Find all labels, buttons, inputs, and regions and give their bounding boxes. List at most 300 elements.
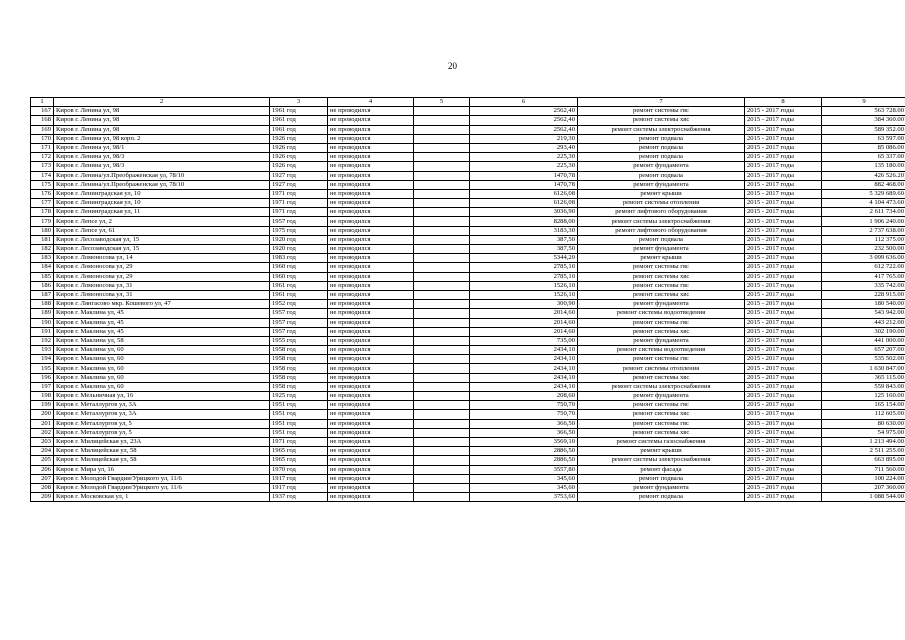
empty-cell: [414, 373, 470, 382]
empty-cell: [414, 346, 470, 355]
row-number: 200: [31, 410, 54, 419]
column-number-9: 9: [822, 98, 905, 107]
address: Киров г. Маклина ул, 45: [54, 318, 270, 327]
year-built: 1971 год: [270, 199, 328, 208]
page-number: 20: [448, 61, 457, 71]
table-row: [31, 143, 905, 152]
year-built: 1971 год: [270, 189, 328, 198]
work-type: ремонт подвала: [578, 474, 745, 483]
address: Киров г. Ленина ул, 98/3: [54, 153, 270, 162]
cost: 612 722.00: [822, 263, 905, 272]
row-number: 172: [31, 153, 54, 162]
row-number: 197: [31, 382, 54, 391]
year-built: 1957 год: [270, 309, 328, 318]
address: Киров г. Маклина ул, 45: [54, 327, 270, 336]
row-number: 181: [31, 235, 54, 244]
work-type: ремонт системы газоснабжения: [578, 437, 745, 446]
period: 2015 - 2017 годы: [745, 327, 822, 336]
table-body: [31, 107, 905, 502]
table-row: [31, 162, 905, 171]
row-number: 190: [31, 318, 54, 327]
table-row: [31, 125, 905, 134]
period: 2015 - 2017 годы: [745, 107, 822, 116]
area: 6126,08: [470, 199, 578, 208]
work-type: ремонт системы хвс: [578, 327, 745, 336]
empty-cell: [414, 226, 470, 235]
empty-cell: [414, 134, 470, 143]
row-number: 196: [31, 373, 54, 382]
column-number-2: 2: [54, 98, 270, 107]
last-repair-status: не проводился: [328, 327, 414, 336]
last-repair-status: не проводился: [328, 235, 414, 244]
year-built: 1951 год: [270, 419, 328, 428]
last-repair-status: не проводился: [328, 309, 414, 318]
area: 2434,10: [470, 346, 578, 355]
row-number: 207: [31, 474, 54, 483]
work-type: ремонт подвала: [578, 153, 745, 162]
area: 6126,08: [470, 189, 578, 198]
work-type: ремонт крыши: [578, 254, 745, 263]
area: 3183,30: [470, 226, 578, 235]
cost: 3 099 636.00: [822, 254, 905, 263]
address: Киров г. Лепсе ул, 2: [54, 217, 270, 226]
empty-cell: [414, 355, 470, 364]
empty-cell: [414, 254, 470, 263]
row-number: 194: [31, 355, 54, 364]
cost: 65 337.00: [822, 153, 905, 162]
cost: 5 329 689.60: [822, 189, 905, 198]
work-type: ремонт системы гвс: [578, 318, 745, 327]
empty-cell: [414, 180, 470, 189]
period: 2015 - 2017 годы: [745, 346, 822, 355]
year-built: 1970 год: [270, 465, 328, 474]
work-type: ремонт системы гвс: [578, 401, 745, 410]
cost: 2 737 638.00: [822, 226, 905, 235]
address: Киров г. Маклина ул, 60: [54, 346, 270, 355]
column-number-5: 5: [414, 98, 470, 107]
area: 300,90: [470, 300, 578, 309]
last-repair-status: не проводился: [328, 318, 414, 327]
table-row: [31, 493, 905, 502]
period: 2015 - 2017 годы: [745, 437, 822, 446]
address: Киров г. Молодой Гвардии/Урицкого ул, 11/6: [54, 483, 270, 492]
period: 2015 - 2017 годы: [745, 456, 822, 465]
period: 2015 - 2017 годы: [745, 410, 822, 419]
area: 2434,10: [470, 364, 578, 373]
empty-cell: [414, 327, 470, 336]
table-row: [31, 447, 905, 456]
work-type: ремонт системы хвс: [578, 410, 745, 419]
period: 2015 - 2017 годы: [745, 419, 822, 428]
work-type: ремонт фундамента: [578, 245, 745, 254]
row-number: 201: [31, 419, 54, 428]
empty-cell: [414, 245, 470, 254]
table-row: [31, 300, 905, 309]
table-row: [31, 134, 905, 143]
address: Киров г. Маклина ул, 60: [54, 355, 270, 364]
work-type: ремонт подвала: [578, 171, 745, 180]
period: 2015 - 2017 годы: [745, 300, 822, 309]
table-row: [31, 355, 905, 364]
period: 2015 - 2017 годы: [745, 373, 822, 382]
row-number: 185: [31, 272, 54, 281]
year-built: 1920 год: [270, 235, 328, 244]
table-row: [31, 456, 905, 465]
work-type: ремонт фундамента: [578, 180, 745, 189]
table-row: [31, 290, 905, 299]
row-number: 183: [31, 254, 54, 263]
period: 2015 - 2017 годы: [745, 465, 822, 474]
empty-cell: [414, 474, 470, 483]
period: 2015 - 2017 годы: [745, 281, 822, 290]
row-number: 189: [31, 309, 54, 318]
row-number: 175: [31, 180, 54, 189]
empty-cell: [414, 392, 470, 401]
year-built: 1960 год: [270, 263, 328, 272]
empty-cell: [414, 162, 470, 171]
area: 293,40: [470, 143, 578, 152]
row-number: 180: [31, 226, 54, 235]
cost: 63 597.00: [822, 134, 905, 143]
table-row: [31, 254, 905, 263]
row-number: 187: [31, 290, 54, 299]
area: 750,70: [470, 410, 578, 419]
work-type: ремонт лифтового оборудования: [578, 226, 745, 235]
period: 2015 - 2017 годы: [745, 401, 822, 410]
work-type: ремонт системы водоотведения: [578, 346, 745, 355]
row-number: 192: [31, 336, 54, 345]
area: 345,60: [470, 483, 578, 492]
address: Киров г. Металлургов ул, 3А: [54, 410, 270, 419]
work-type: ремонт системы гвс: [578, 281, 745, 290]
last-repair-status: не проводился: [328, 382, 414, 391]
area: 735,00: [470, 336, 578, 345]
period: 2015 - 2017 годы: [745, 364, 822, 373]
year-built: 1958 год: [270, 373, 328, 382]
row-number: 204: [31, 447, 54, 456]
area: 5344,20: [470, 254, 578, 263]
empty-cell: [414, 483, 470, 492]
table-row: [31, 336, 905, 345]
address: Киров г. Маклина ул, 58: [54, 336, 270, 345]
table-row: [31, 428, 905, 437]
address: Киров г. Лесозаводская ул, 15: [54, 235, 270, 244]
empty-cell: [414, 143, 470, 152]
last-repair-status: не проводился: [328, 125, 414, 134]
work-type: ремонт системы электроснабжения: [578, 217, 745, 226]
table-row: [31, 180, 905, 189]
year-built: 1965 год: [270, 447, 328, 456]
work-type: ремонт системы хвс: [578, 373, 745, 382]
address: Киров г. Ленина ул, 98: [54, 107, 270, 116]
work-type: ремонт фасада: [578, 465, 745, 474]
empty-cell: [414, 290, 470, 299]
work-type: ремонт системы отопления: [578, 199, 745, 208]
work-type: ремонт системы электроснабжения: [578, 456, 745, 465]
cost: 417 765.00: [822, 272, 905, 281]
address: Киров г. Ленина ул, 98/3: [54, 162, 270, 171]
year-built: 1926 год: [270, 153, 328, 162]
area: 208,60: [470, 392, 578, 401]
work-type: ремонт системы хвс: [578, 116, 745, 125]
area: 2562,40: [470, 116, 578, 125]
period: 2015 - 2017 годы: [745, 382, 822, 391]
last-repair-status: не проводился: [328, 474, 414, 483]
empty-cell: [414, 456, 470, 465]
empty-cell: [414, 217, 470, 226]
row-number: 188: [31, 300, 54, 309]
column-number-8: 8: [745, 98, 822, 107]
area: 387,50: [470, 245, 578, 254]
empty-cell: [414, 318, 470, 327]
work-type: ремонт подвала: [578, 493, 745, 502]
row-number: 169: [31, 125, 54, 134]
column-number-3: 3: [270, 98, 328, 107]
row-number: 202: [31, 428, 54, 437]
column-number-1: 1: [31, 98, 54, 107]
address: Киров г. Ленинградская ул, 10: [54, 189, 270, 198]
cost: 365 115.00: [822, 373, 905, 382]
area: 345,60: [470, 474, 578, 483]
area: 2014,60: [470, 318, 578, 327]
last-repair-status: не проводился: [328, 171, 414, 180]
work-type: ремонт системы хвс: [578, 272, 745, 281]
row-number: 177: [31, 199, 54, 208]
address: Киров г. Мира ул, 16: [54, 465, 270, 474]
year-built: 1927 год: [270, 171, 328, 180]
area: 366,50: [470, 428, 578, 437]
row-number: 184: [31, 263, 54, 272]
area: 1526,10: [470, 281, 578, 290]
address: Киров г. Ленина/ул.Преображенская ул, 78/10: [54, 180, 270, 189]
area: 3036,90: [470, 208, 578, 217]
year-built: 1960 год: [270, 272, 328, 281]
cost: 711 560.00: [822, 465, 905, 474]
row-number: 171: [31, 143, 54, 152]
cost: 112 375.00: [822, 235, 905, 244]
address: Киров г. Металлургов ул, 5: [54, 428, 270, 437]
area: 225,30: [470, 162, 578, 171]
column-number-4: 4: [328, 98, 414, 107]
area: 3569,10: [470, 437, 578, 446]
empty-cell: [414, 116, 470, 125]
last-repair-status: не проводился: [328, 281, 414, 290]
period: 2015 - 2017 годы: [745, 116, 822, 125]
year-built: 1961 год: [270, 281, 328, 290]
address: Киров г. Маклина ул, 45: [54, 309, 270, 318]
cost: 1 088 544.00: [822, 493, 905, 502]
table-row: [31, 226, 905, 235]
period: 2015 - 2017 годы: [745, 153, 822, 162]
work-type: ремонт системы электроснабжения: [578, 382, 745, 391]
period: 2015 - 2017 годы: [745, 483, 822, 492]
last-repair-status: не проводился: [328, 226, 414, 235]
address: Киров г. Милицейская ул, 58: [54, 456, 270, 465]
address: Киров г. Ломоносова ул, 29: [54, 263, 270, 272]
table-row: [31, 401, 905, 410]
year-built: 1952 год: [270, 300, 328, 309]
cost: 302 190.00: [822, 327, 905, 336]
year-built: 1957 год: [270, 318, 328, 327]
year-built: 1926 год: [270, 143, 328, 152]
year-built: 1920 год: [270, 245, 328, 254]
last-repair-status: не проводился: [328, 217, 414, 226]
period: 2015 - 2017 годы: [745, 290, 822, 299]
year-built: 1957 год: [270, 327, 328, 336]
empty-cell: [414, 447, 470, 456]
row-number: 167: [31, 107, 54, 116]
cost: 100 224.00: [822, 474, 905, 483]
area: 2785,10: [470, 263, 578, 272]
work-type: ремонт крыши: [578, 189, 745, 198]
cost: 54 975.00: [822, 428, 905, 437]
last-repair-status: не проводился: [328, 134, 414, 143]
last-repair-status: не проводился: [328, 208, 414, 217]
row-number: 178: [31, 208, 54, 217]
address: Киров г. Ломоносова ул, 31: [54, 290, 270, 299]
last-repair-status: не проводился: [328, 401, 414, 410]
row-number: 205: [31, 456, 54, 465]
column-number-7: 7: [578, 98, 745, 107]
last-repair-status: не проводился: [328, 346, 414, 355]
empty-cell: [414, 171, 470, 180]
work-type: ремонт подвала: [578, 134, 745, 143]
address: Киров г. Ломоносова ул, 14: [54, 254, 270, 263]
cost: 112 605.00: [822, 410, 905, 419]
year-built: 1961 год: [270, 125, 328, 134]
row-number: 203: [31, 437, 54, 446]
last-repair-status: не проводился: [328, 483, 414, 492]
period: 2015 - 2017 годы: [745, 318, 822, 327]
empty-cell: [414, 263, 470, 272]
address: Киров г. Лесозаводская ул, 15: [54, 245, 270, 254]
row-number: 174: [31, 171, 54, 180]
address: Киров г. Молодой Гвардии/Урицкого ул, 11/6: [54, 474, 270, 483]
table-row: [31, 281, 905, 290]
row-number: 193: [31, 346, 54, 355]
last-repair-status: не проводился: [328, 162, 414, 171]
address: Киров г. Милицейская ул, 23А: [54, 437, 270, 446]
last-repair-status: не проводился: [328, 428, 414, 437]
last-repair-status: не проводился: [328, 336, 414, 345]
cost: 1 906 240.00: [822, 217, 905, 226]
area: 2562,40: [470, 107, 578, 116]
work-type: ремонт фундамента: [578, 483, 745, 492]
cost: 1 630 847.00: [822, 364, 905, 373]
cost: 1 213 494.00: [822, 437, 905, 446]
cost: 228 915.00: [822, 290, 905, 299]
cost: 663 895.00: [822, 456, 905, 465]
cost: 426 526.20: [822, 171, 905, 180]
area: 2014,60: [470, 309, 578, 318]
year-built: 1927 год: [270, 180, 328, 189]
year-built: 1951 год: [270, 401, 328, 410]
area: 1470,78: [470, 180, 578, 189]
work-type: ремонт подвала: [578, 235, 745, 244]
last-repair-status: не проводился: [328, 392, 414, 401]
row-number: 198: [31, 392, 54, 401]
period: 2015 - 2017 годы: [745, 254, 822, 263]
year-built: 1925 год: [270, 392, 328, 401]
row-number: 179: [31, 217, 54, 226]
area: 225,30: [470, 153, 578, 162]
address: Киров г. Милицейская ул, 58: [54, 447, 270, 456]
empty-cell: [414, 428, 470, 437]
last-repair-status: не проводился: [328, 107, 414, 116]
cost: 180 540.00: [822, 300, 905, 309]
year-built: 1958 год: [270, 382, 328, 391]
address: Киров г. Лянгасово мкр. Кошевого ул, 47: [54, 300, 270, 309]
table-row: [31, 419, 905, 428]
period: 2015 - 2017 годы: [745, 474, 822, 483]
area: 2434,10: [470, 355, 578, 364]
year-built: 1961 год: [270, 290, 328, 299]
cost: 535 502.00: [822, 355, 905, 364]
table-header-row: [31, 98, 905, 107]
address: Киров г. Металлургов ул, 3А: [54, 401, 270, 410]
area: 387,50: [470, 235, 578, 244]
cost: 2 511 255.00: [822, 447, 905, 456]
table-row: [31, 410, 905, 419]
work-type: ремонт системы отопления: [578, 364, 745, 373]
empty-cell: [414, 199, 470, 208]
address: Киров г. Мельничная ул, 16: [54, 392, 270, 401]
period: 2015 - 2017 годы: [745, 125, 822, 134]
table-row: [31, 235, 905, 244]
period: 2015 - 2017 годы: [745, 171, 822, 180]
table-row: [31, 474, 905, 483]
address: Киров г. Ленинградская ул, 10: [54, 199, 270, 208]
table-row: [31, 318, 905, 327]
last-repair-status: не проводился: [328, 410, 414, 419]
area: 2562,40: [470, 125, 578, 134]
table-row: [31, 189, 905, 198]
work-type: ремонт фундамента: [578, 162, 745, 171]
work-type: ремонт фундамента: [578, 392, 745, 401]
table-row: [31, 382, 905, 391]
row-number: 191: [31, 327, 54, 336]
table-row: [31, 437, 905, 446]
period: 2015 - 2017 годы: [745, 143, 822, 152]
year-built: 1926 год: [270, 134, 328, 143]
period: 2015 - 2017 годы: [745, 493, 822, 502]
cost: 80 630.00: [822, 419, 905, 428]
last-repair-status: не проводился: [328, 465, 414, 474]
last-repair-status: не проводился: [328, 272, 414, 281]
last-repair-status: не проводился: [328, 447, 414, 456]
cost: 543 942.00: [822, 309, 905, 318]
empty-cell: [414, 189, 470, 198]
table-row: [31, 208, 905, 217]
cost: 443 212.00: [822, 318, 905, 327]
cost: 882 468.00: [822, 180, 905, 189]
area: 2434,10: [470, 373, 578, 382]
work-type: ремонт подвала: [578, 143, 745, 152]
cost: 589 352.00: [822, 125, 905, 134]
address: Киров г. Металлургов ул, 5: [54, 419, 270, 428]
cost: 125 160.00: [822, 392, 905, 401]
last-repair-status: не проводился: [328, 456, 414, 465]
empty-cell: [414, 281, 470, 290]
last-repair-status: не проводился: [328, 419, 414, 428]
row-number: 199: [31, 401, 54, 410]
year-built: 1917 год: [270, 483, 328, 492]
row-number: 206: [31, 465, 54, 474]
cost: 559 843.00: [822, 382, 905, 391]
address: Киров г. Ленина ул, 98: [54, 125, 270, 134]
last-repair-status: не проводился: [328, 437, 414, 446]
period: 2015 - 2017 годы: [745, 245, 822, 254]
